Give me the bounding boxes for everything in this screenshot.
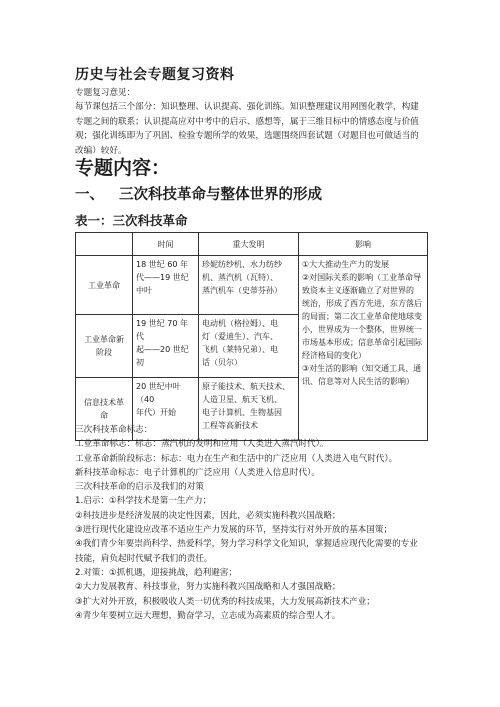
revolution-name: 工业革命 (76, 256, 133, 315)
notes-line: ④我们青少年要崇尚科学、热爱科学，努力学习科学文化知识，掌握适应现代化需要的专业 (75, 539, 418, 550)
header-cell: 时间 (133, 233, 199, 256)
intro-line: 专题复习意见： (75, 88, 136, 98)
notes-line: 工业革命标志：标志：蒸汽机的发明和应用（人类进入蒸汽时代）。 (75, 439, 329, 450)
table-header-row (76, 233, 428, 256)
notes-line: 工业革命新阶段标志：标志：电力在生产和生活中的广泛应用（人类进入电气时代）。 (75, 453, 398, 464)
review-advice-paragraph (75, 86, 435, 158)
notes-line: ④青少年要树立远大理想，勤奋学习，立志成为高素质的综合型人才。 (75, 610, 341, 621)
section-heading: 专题内容： (75, 157, 171, 179)
notes-line: 新科技革命标志：电子计算机的广泛应用（人类进入信息时代）。 (75, 467, 320, 478)
subsection-heading (75, 183, 322, 204)
document-title: 历史与社会专题复习资料 (75, 67, 235, 83)
intro-line: 观；强化训练即为了巩固、检验专题所学的效果，选题围绕四套试题（对题目也可做适当的 (75, 131, 419, 142)
notes-line: 1.启示：①科学技术是第一生产力； (75, 496, 212, 507)
header-cell (76, 233, 133, 256)
intro-line: 改编）较好。 (75, 145, 127, 156)
notes-line: ③进行现代化建设应改革不适应生产力发展的环节，坚持实行对外开放的基本国策； (75, 525, 393, 536)
notes-line: 三次科技革命标志： (75, 425, 153, 435)
notes-line: ③扩大对外开放，积极吸收人类一切优秀的科技成果，大力发展高新技术产业； (75, 596, 375, 607)
revolution-inventions: 原子能技术、航天技术、 人造卫星、航天飞机、 电子计算机、生物基因 工程等高新技术 (199, 378, 299, 441)
revolution-time: 18 世纪 60 年 代——19 世纪 中叶 (133, 256, 199, 315)
subsection-title: 三次科技革命与整体世界的形成 (119, 187, 322, 203)
revolution-impact: ①大大推动生产力的发展 ②对国际关系的影响（工业革命导 致资本主义逐渐确立了对世界的 统治，形成了西方先进，东方落后 的局面；第二次工业革命使地球变 小，世界成为一个整体，世界统一 市场基本形成；信息革命引起国际 经济格局的变化） ③对生活的影响（知交通工具、通 讯、信息等对人民生活的影响） (299, 256, 428, 441)
notes-line: ②科技进步是经济发展的决定性因素，因此，必须实施科教兴国战略； (75, 510, 341, 521)
header-cell: 影响 (299, 233, 428, 256)
table-row (76, 256, 428, 315)
revolution-name: 信息技术革 命 (76, 378, 133, 441)
revolution-time: 19 世纪 70 年代 起——20 世纪 初 (133, 315, 199, 378)
intro-line: 每节课包括三个部分：知识整理、认识提高、强化训练。知识整理建议用网图化教学，构建 (75, 102, 419, 113)
revolution-name: 工业革命新 阶段 (76, 315, 133, 378)
revolution-notes (75, 423, 435, 623)
table-title: 表一：三次科技革命 (75, 213, 188, 228)
notes-line: 技能，肩负起时代赋予我们的责任。 (75, 553, 213, 564)
header-cell: 重大发明 (199, 233, 299, 256)
notes-line: 2.对策：①抓机遇，迎接挑战，趋利避害； (75, 567, 237, 578)
revolution-time: 20 世纪中叶（40 年代）开始 (133, 378, 199, 441)
notes-line: ②大力发展教育、科技事业，努力实施科教兴国战略和人才强国战略； (75, 582, 341, 593)
revolution-inventions: 电动机（格拉姆）、电 灯（爱迪生）、汽车、 飞机（莱特兄弟）、电 话（贝尔） (199, 315, 299, 378)
revolutions-table (75, 232, 428, 441)
notes-line: 三次科技革命的启示及我们的对策 (75, 482, 204, 493)
intro-line: 专题之间的联系；认识提高应对中考中的启示、感想等，属于三维目标中的情感态度与价值 (75, 116, 419, 127)
subsection-number: 一、 (75, 187, 104, 203)
revolution-inventions: 珍妮纺纱机、水力纺纱 机、蒸汽机（瓦特）、 蒸汽机车（史蒂芬孙） (199, 256, 299, 315)
